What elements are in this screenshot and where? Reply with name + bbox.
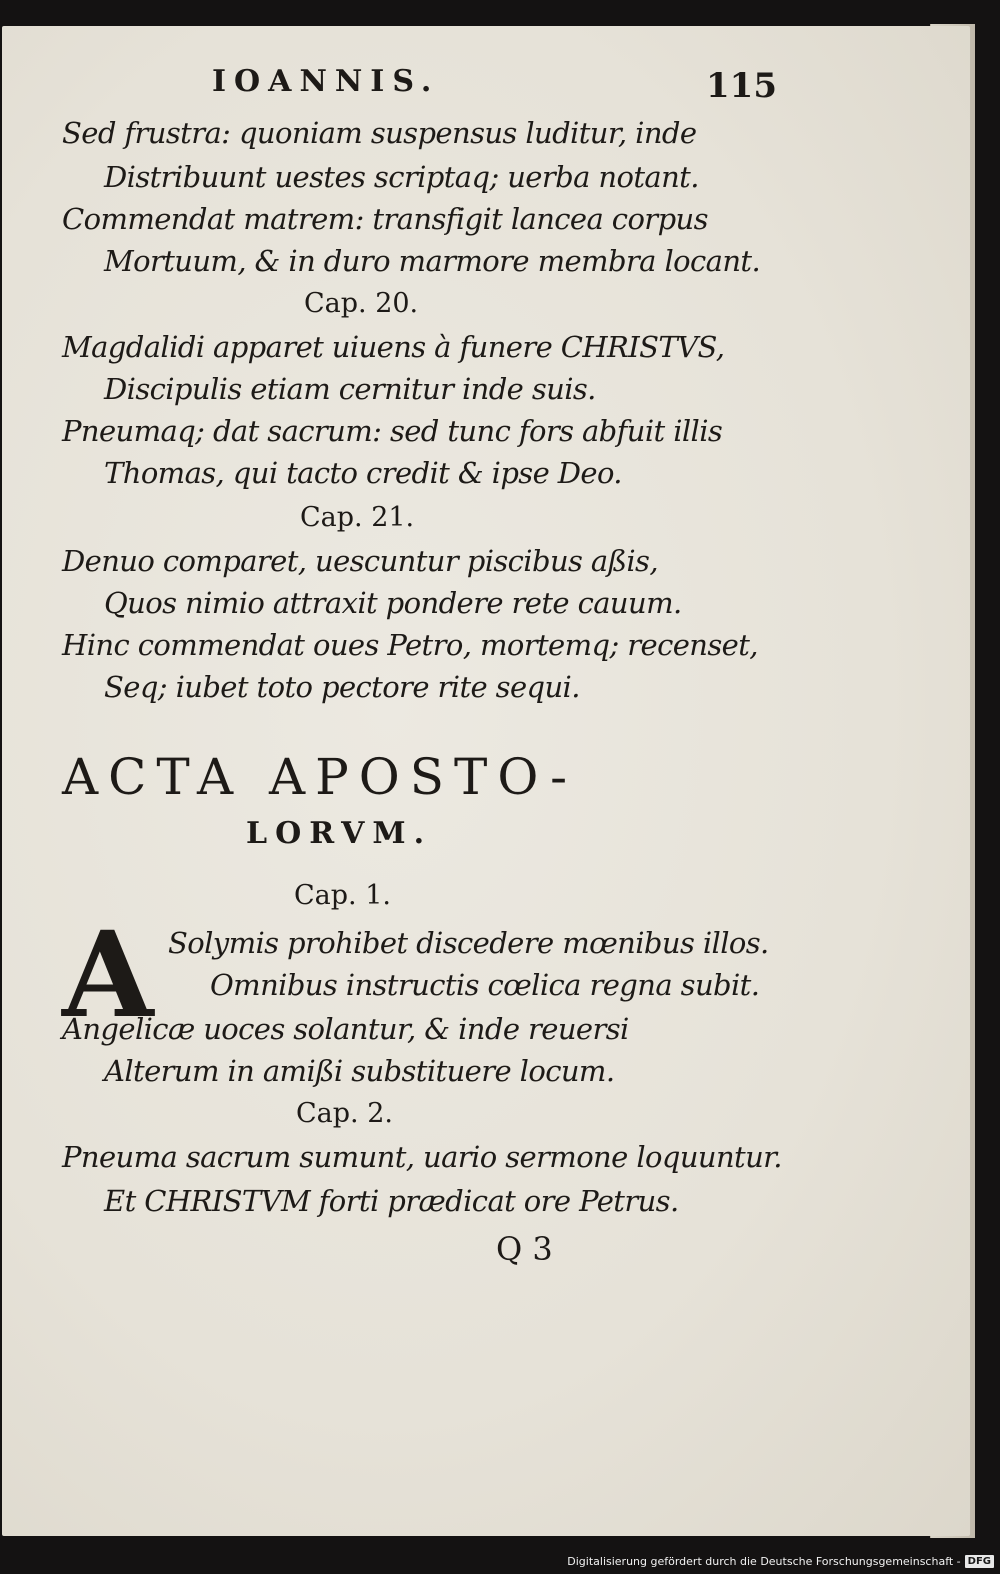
verse-line: Pneuma sacrum sumunt, uario sermone loquuntur.: [62, 1140, 782, 1174]
verse-line: Magdalidi apparet uiuens à funere CHRISTVS,: [62, 330, 725, 364]
verse-line: Mortuum, & in duro marmore membra locant.: [104, 244, 761, 278]
section-title: ACTA APOSTO-: [62, 748, 578, 806]
footer-text: Digitalisierung gefördert durch die Deutsche Forschungsgemeinschaft -: [567, 1554, 961, 1568]
section-title-continued: LORVM.: [246, 816, 433, 851]
chapter-heading: Cap. 2.: [296, 1098, 393, 1129]
verse-line: Omnibus instructis cœlica regna subit.: [210, 968, 760, 1002]
signature-mark: Q 3: [496, 1230, 553, 1268]
verse-line: Seq; iubet toto pectore rite sequi.: [104, 670, 580, 704]
verse-line: Denuo comparet, uescuntur piscibus aßis,: [62, 544, 658, 578]
verse-line: Thomas, qui tacto credit & ipse Deo.: [104, 456, 622, 490]
verse-line: Sed frustra: quoniam suspensus luditur, inde: [62, 116, 697, 150]
verse-line: Solymis prohibet discedere mœnibus illos.: [168, 926, 769, 960]
verse-line: Distribuunt uestes scriptaq; uerba notant.: [104, 160, 699, 194]
verse-line: Angelicæ uoces solantur, & inde reuersi: [62, 1012, 629, 1046]
digitization-footer: [567, 1552, 994, 1570]
verse-line: Discipulis etiam cernitur inde suis.: [104, 372, 596, 406]
running-header: IOANNIS.: [212, 64, 440, 99]
verse-line: Alterum in amißi substituere locum.: [104, 1054, 615, 1088]
chapter-heading: Cap. 1.: [294, 880, 391, 911]
page-number: 115: [706, 66, 777, 106]
verse-line: Pneumaq; dat sacrum: sed tunc fors abfuit illis: [62, 414, 723, 448]
verse-line: Hinc commendat oues Petro, mortemq; recenset,: [62, 628, 758, 662]
verse-line: Et CHRISTVM forti prædicat ore Petrus.: [104, 1184, 679, 1218]
chapter-heading: Cap. 20.: [304, 288, 419, 319]
dfg-logo: DFG: [965, 1555, 994, 1568]
drop-cap-initial: A: [62, 905, 154, 1044]
chapter-heading: Cap. 21.: [300, 502, 415, 533]
verse-line: Commendat matrem: transfigit lancea corpus: [62, 202, 708, 236]
verse-line: Quos nimio attraxit pondere rete cauum.: [104, 586, 682, 620]
